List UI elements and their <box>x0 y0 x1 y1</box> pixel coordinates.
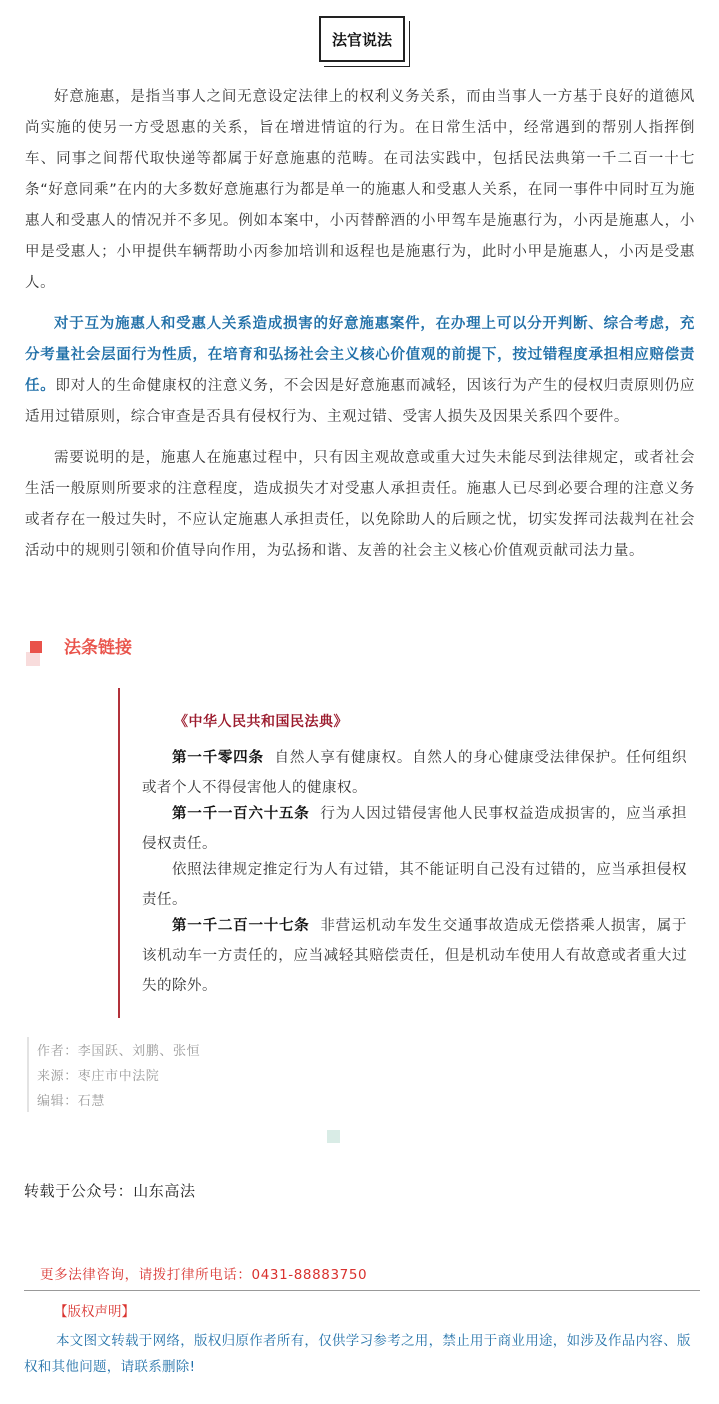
section-title: 法条链接 <box>64 638 132 658</box>
credits-bar <box>27 1037 29 1112</box>
law-quote-bar <box>118 688 120 1018</box>
section-deco-light <box>26 652 40 666</box>
paragraph-2-highlight: 对于互为施惠人和受惠人关系造成损害的好意施惠案件，在办理上可以分开判断、综合考虑，充分考量社会层面行为性质，在培育和弘扬社会主义核心价值观的前提下，按过错程度承担相应赔偿责任。 <box>25 316 695 394</box>
law-article-1165 <box>142 799 687 859</box>
paragraph-1: 好意施惠，是指当事人之间无意设定法律上的权利义务关系，而由当事人一方基于良好的道德风尚实施的使另一方受恩惠的关系，旨在增进情谊的行为。在日常生活中，经常遇到的帮别人指挥倒车、同事之间帮代取快递等都属于好意施惠的范畴。在司法实践中，包括民法典第一千二百一十七条“好意同乘”在内的大多数好意施惠行为都是单一的施惠人和受惠人关系，在同一事件中同时互为施惠人和受惠人的情况并不多见。例如本案中，小丙替醉酒的小甲驾车是施惠行为，小丙是施惠人，小甲是受惠人；小甲提供车辆帮助小丙参加培训和返程也是施惠行为，此时小甲是施惠人，小丙是受惠人。 <box>25 89 695 291</box>
divider <box>24 1290 700 1291</box>
contact-line: 更多法律咨询，请拨打律所电话：0431-88883750 <box>40 1267 368 1283</box>
paragraph-2-rest: 即对人的生命健康权的注意义务，不会因是好意施惠而减轻，因该行为产生的侵权归责原则仍应适用过错原则，综合审查是否具有侵权行为、主观过错、受害人损失及因果关系四个要件。 <box>25 378 695 425</box>
copyright-title: 【版权声明】 <box>54 1304 135 1320</box>
page-title <box>319 16 405 62</box>
article-number: 第一千二百一十七条 <box>172 918 310 934</box>
article-number: 第一千一百六十五条 <box>172 806 310 822</box>
decorative-square <box>327 1130 340 1143</box>
credit-author: 作者：李国跃、刘鹏、张恒 <box>37 1044 201 1059</box>
credit-editor: 编辑：石慧 <box>37 1094 106 1109</box>
repost-source: 转载于公众号：山东高法 <box>24 1182 196 1200</box>
law-title <box>142 707 687 737</box>
paragraph-3: 需要说明的是，施惠人在施惠过程中，只有因主观故意或重大过失未能尽到法律规定，或者社会生活一般原则所要求的注意程度，造成损失才对受惠人承担责任。施惠人已尽到必要合理的注意义务或者存在一般过失时，不应认定施惠人承担责任，以免除助人的后顾之忧，切实发挥司法裁判在社会活动中的规则引领和价值导向作用，为弘扬和谐、友善的社会主义核心价值观贡献司法力量。 <box>25 450 695 559</box>
section-deco-square <box>30 641 42 653</box>
article-text: 非营运机动车发生交通事故造成无偿搭乘人损害，属于该机动车一方责任的，应当减轻其赔偿责任，但是机动车使用人有故意或者重大过失的除外。 <box>142 918 688 994</box>
law-article-1217 <box>142 911 687 1001</box>
law-title-text: 《中华人民共和国民法典》 <box>174 714 348 730</box>
copyright-text: 本文图文转载于网络，版权归原作者所有，仅供学习参考之用，禁止用于商业用途，如涉及作品内容、版权和其他问题，请联系删除! <box>24 1333 691 1375</box>
article-text: 自然人享有健康权。自然人的身心健康受法律保护。任何组织或者个人不得侵害他人的健康权。 <box>142 750 688 796</box>
credit-source: 来源：枣庄市中法院 <box>37 1069 160 1084</box>
article-text: 行为人因过错侵害他人民事权益造成损害的，应当承担侵权责任。 <box>142 806 688 852</box>
law-article-1004 <box>142 743 687 803</box>
law-article-1165-para2: 依照法律规定推定行为人有过错，其不能证明自己没有过错的，应当承担侵权责任。 <box>142 862 687 908</box>
article-number: 第一千零四条 <box>172 750 264 766</box>
paragraph-2 <box>25 309 695 433</box>
page-title-text: 法官说法 <box>331 30 392 49</box>
